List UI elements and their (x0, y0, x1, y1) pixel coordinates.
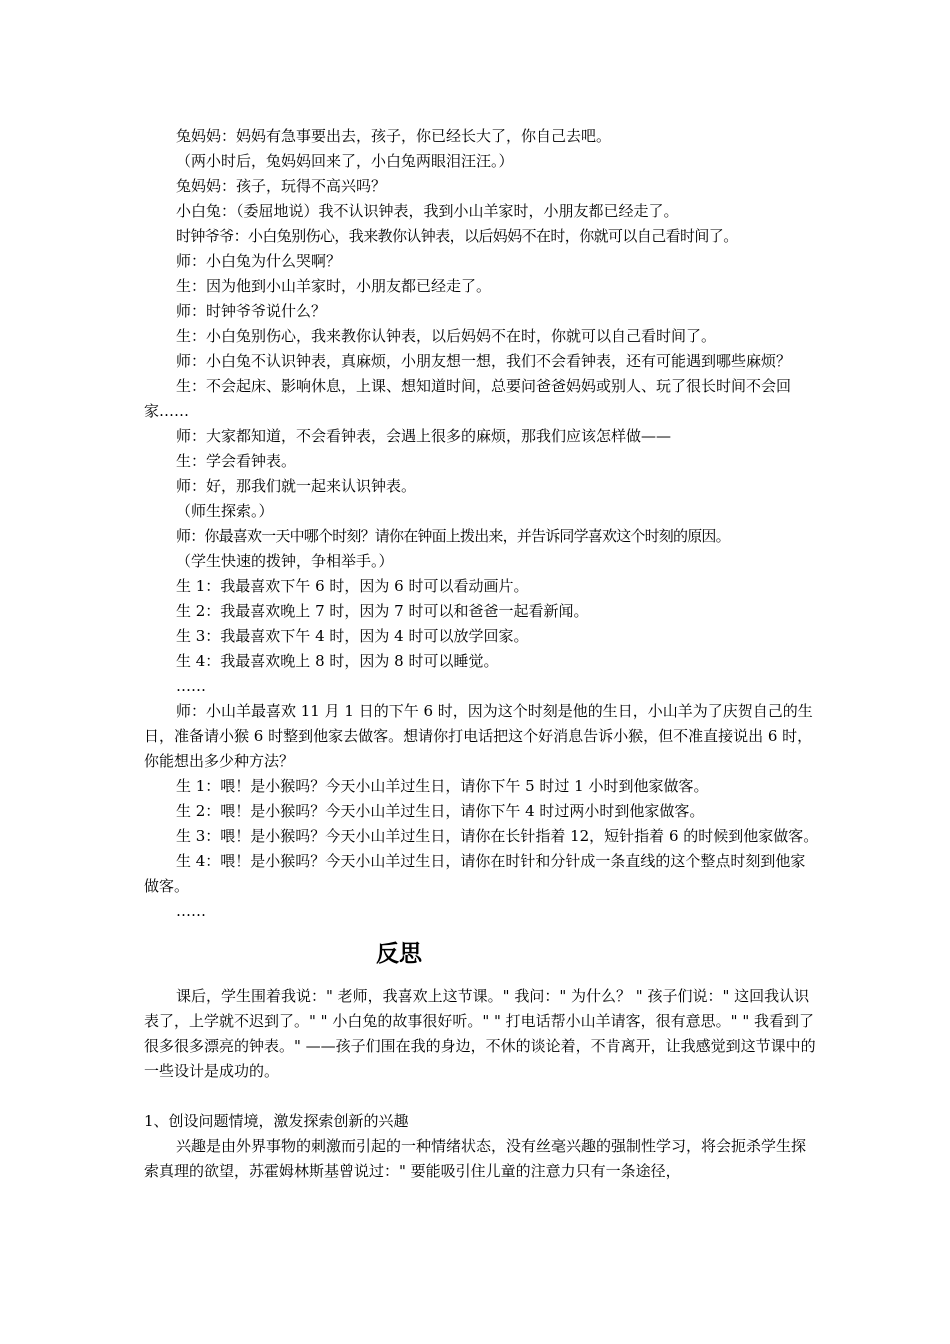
dialogue-line: 师：时钟爷爷说什么？ (176, 302, 327, 320)
reflection-heading: 反思 (376, 941, 422, 967)
dialogue-line: 生 2：我最喜欢晚上 7 时，因为 7 时可以和爸爸一起看新闻。 (176, 602, 589, 620)
dialogue-line: 生：小白兔别伤心，我来教你认钟表，以后妈妈不在时，你就可以自己看时间了。 (176, 327, 717, 345)
dialogue-line: 生 3：喂！是小猴吗？今天小山羊过生日，请你在长针指着 12，短针指着 6 的时候到他家做客。 (176, 827, 819, 845)
dialogue-line: …… (176, 677, 206, 695)
dialogue-line: （两小时后，兔妈妈回来了，小白兔两眼泪汪汪。） (176, 152, 514, 170)
dialogue-line: 师：小白兔为什么哭啊？ (176, 252, 342, 270)
document-page (144, 124, 820, 1184)
dialogue-line: 时钟爷爷：小白兔别伤心，我来教你认钟表，以后妈妈不在时，你就可以自己看时间了。 (176, 227, 738, 245)
dialogue-line: 师：大家都知道，不会看钟表，会遇上很多的麻烦，那我们应该怎样做—— (176, 427, 672, 445)
dialogue-line: 生 3：我最喜欢下午 4 时，因为 4 时可以放学回家。 (176, 627, 529, 645)
dialogue-line: 兔妈妈：妈妈有急事要出去，孩子，你已经长大了，你自己去吧。 (176, 127, 612, 145)
dialogue-line: 小白兔：（委屈地说）我不认识钟表，我到小山羊家时，小朋友都已经走了。 (176, 202, 679, 220)
dialogue-line: …… (176, 902, 206, 920)
dialogue-line: 生 1：喂！是小猴吗？今天小山羊过生日，请你下午 5 时过 1 小时到他家做客。 (176, 777, 709, 795)
dialogue-line: 生：不会起床、影响休息，上课、想知道时间，总要问爸爸妈妈或别人、玩了很长时间不会回家…… (144, 377, 792, 420)
dialogue-line: 兔妈妈：孩子，玩得不高兴吗？ (176, 177, 387, 195)
dialogue-line: 生：因为他到小山羊家时，小朋友都已经走了。 (176, 277, 492, 295)
dialogue-line: 生 4：我最喜欢晚上 8 时，因为 8 时可以睡觉。 (176, 652, 499, 670)
section-title: 1、创设问题情境，激发探索创新的兴趣 (144, 1112, 409, 1130)
dialogue-line: 生：学会看钟表。 (176, 452, 297, 470)
dialogue-line: （师生探索。） (176, 502, 274, 520)
reflection-intro: 课后，学生围着我说：" 老师，我喜欢上这节课。" 我问：" 为什么？ " 孩子们说：" 这回我认识表了，上学就不迟到了。" " 小白兔的故事很好听。" " 打电话帮小山羊请客，很有意思。" " 我看到了很多很多漂亮的钟表。" ——孩子们围在我的身边，不休的谈论着，不肯离开，让我感觉到这节课中的一些设计是成功的。 (144, 987, 816, 1080)
section-paragraph: 兴趣是由外界事物的刺激而引起的一种情绪状态，没有丝毫兴趣的强制性学习，将会扼杀学生探索真理的欲望，苏霍姆林斯基曾说过：" 要能吸引住儿童的注意力只有一条途径， (144, 1137, 807, 1180)
paragraph-gap (144, 1084, 820, 1109)
dialogue-line: （学生快速的拨钟，争相举手。） (176, 552, 394, 570)
dialogue-line: 生 2：喂！是小猴吗？今天小山羊过生日，请你下午 4 时过两小时到他家做客。 (176, 802, 705, 820)
dialogue-line: 师：小白兔不认识钟表，真麻烦，小朋友想一想，我们不会看钟表，还有可能遇到哪些麻烦？ (176, 352, 792, 370)
dialogue-line: 生 4：喂！是小猴吗？今天小山羊过生日，请你在时针和分针成一条直线的这个整点时刻到他家做客。 (144, 852, 806, 895)
dialogue-line: 师：你最喜欢一天中哪个时刻？请你在钟面上拨出来，并告诉同学喜欢这个时刻的原因。 (176, 527, 730, 545)
dialogue-line: 师：好，那我们就一起来认识钟表。 (176, 477, 417, 495)
dialogue-line: 生 1：我最喜欢下午 6 时，因为 6 时可以看动画片。 (176, 577, 529, 595)
dialogue-line: 师：小山羊最喜欢 11 月 1 日的下午 6 时，因为这个时刻是他的生日，小山羊为了庆贺自己的生日，准备请小猴 6 时整到他家去做客。想请你打电话把这个好消息告诉小猴，但不准直接说出 6 时，你能想出多少种方法？ (144, 702, 813, 770)
